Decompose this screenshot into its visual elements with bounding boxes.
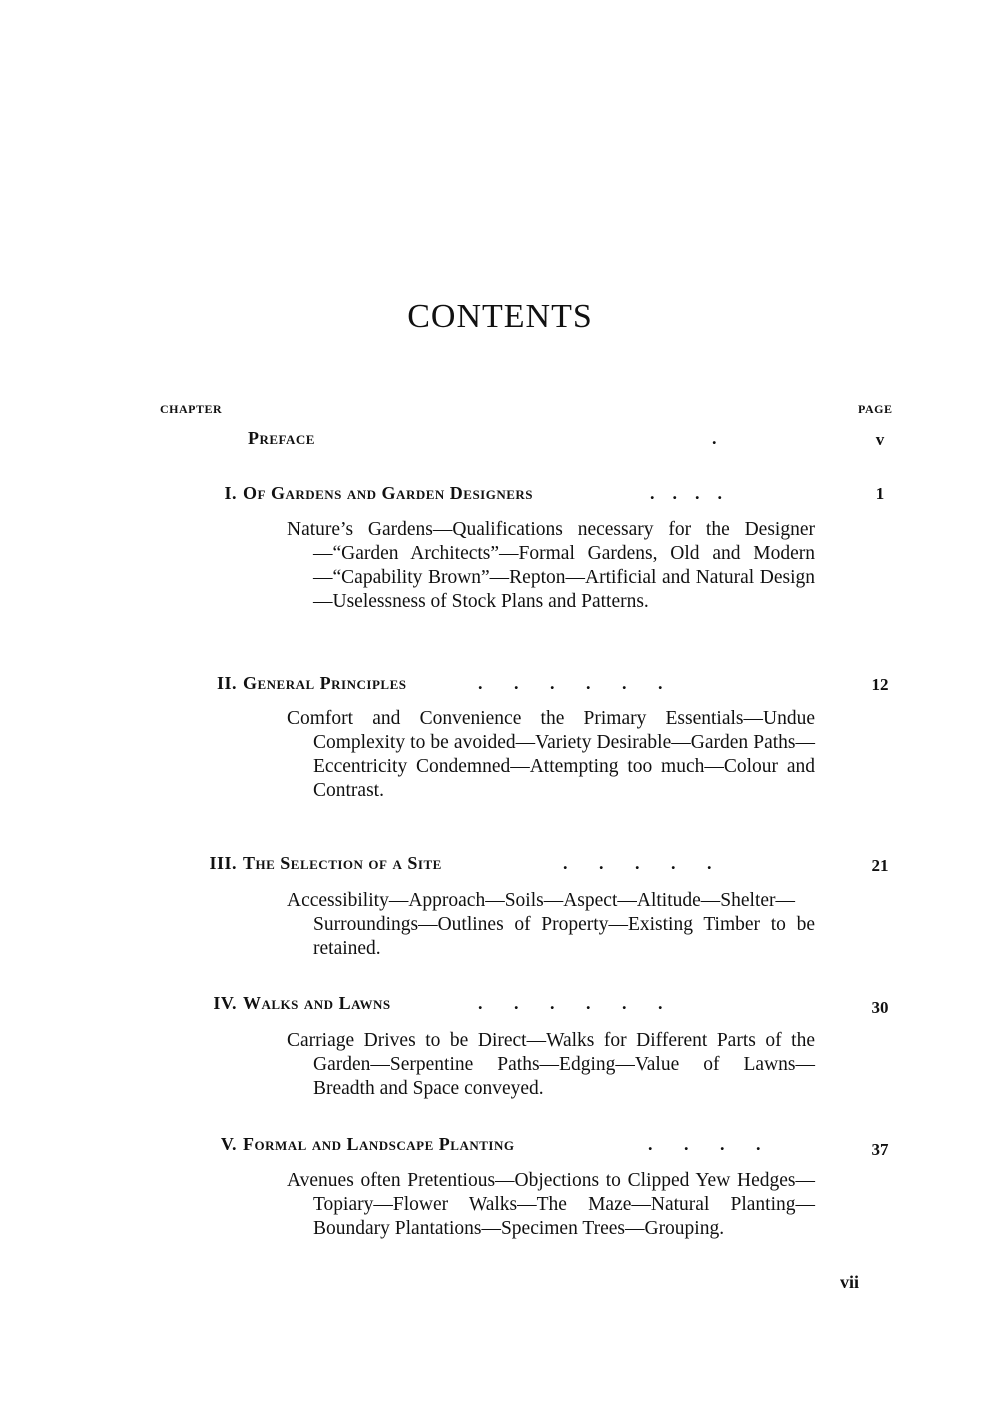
chapter-5-page-number: 37: [871, 1140, 889, 1159]
dot-leaders: . . . . . .: [478, 673, 663, 693]
dot-leaders: . . . .: [648, 1134, 761, 1154]
dot-leaders: . . . . . .: [478, 993, 663, 1013]
chapter-4-summary-text: Carriage Drives to be Direct—Walks for Different Parts of the Garden—Serpentine Paths—Edging—Value of Lawns—Breadth and Space conveyed.: [287, 1030, 815, 1099]
dot-leaders: .: [712, 428, 717, 448]
chapter-2-number: II.: [216, 673, 237, 693]
chapter-4-heading: [203, 993, 391, 1014]
chapter-3-number: III.: [209, 853, 237, 873]
chapter-4-summary: [287, 1029, 815, 1101]
chapter-5-number: V.: [220, 1134, 237, 1154]
chapter-5-title: Formal and Landscape Planting: [243, 1134, 515, 1154]
chapter-4-title: Walks and Lawns: [243, 993, 391, 1013]
chapter-3-title: The Selection of a Site: [243, 853, 442, 873]
page-column-header: PAGE: [858, 402, 893, 416]
chapter-4-page-number: 30: [871, 998, 889, 1017]
dot-leaders: . . . . .: [563, 853, 712, 873]
dot-leaders: . . . .: [650, 483, 722, 503]
chapter-3-page-number: 21: [871, 856, 889, 875]
chapter-4-number: IV.: [213, 993, 237, 1013]
chapter-3-summary-text: Accessibility—Approach—Soils—Aspect—Altitude—Shelter—Surroundings—Outlines of Property—Existing Timber to be retained.: [287, 890, 815, 959]
chapter-1-number: I.: [224, 483, 237, 503]
page-folio-number: vii: [840, 1272, 860, 1292]
chapter-3-summary: [287, 889, 815, 961]
chapter-1-summary-text: Nature’s Gardens—Qualifications necessary for the Designer—“Garden Architects”—Formal Gardens, Old and Modern—“Capability Brown”—Repton—Artificial and Natural Design—Uselessness of Stock Plans and Patterns.: [287, 519, 815, 612]
chapter-5-summary: [287, 1169, 815, 1241]
chapter-1-title: Of Gardens and Garden Designers: [243, 483, 534, 503]
chapter-1-summary: [287, 518, 815, 614]
chapter-5-summary-text: Avenues often Pretentious—Objections to Clipped Yew Hedges—Topiary—Flower Walks—The Maze—Natural Planting—Boundary Plantations—Specimen Trees—Grouping.: [287, 1170, 815, 1239]
page-title: CONTENTS: [407, 298, 593, 335]
chapter-column-header: CHAPTER: [160, 402, 223, 416]
chapter-2-title: General Principles: [243, 673, 407, 693]
chapter-2-heading: [203, 673, 406, 694]
chapter-1-page-number: 1: [875, 484, 885, 503]
preface-title: Preface: [248, 428, 315, 448]
chapter-2-summary: [287, 707, 815, 803]
chapter-1-heading: [203, 483, 533, 504]
chapter-2-page-number: 12: [871, 675, 889, 694]
chapter-3-heading: [203, 853, 442, 874]
preface-page-number: v: [875, 430, 885, 449]
chapter-2-summary-text: Comfort and Convenience the Primary Essentials—Undue Complexity to be avoided—Variety Desirable—Garden Paths—Eccentricity Condemned—Attempting too much—Colour and Contrast.: [287, 708, 815, 801]
chapter-5-heading: [203, 1134, 514, 1155]
